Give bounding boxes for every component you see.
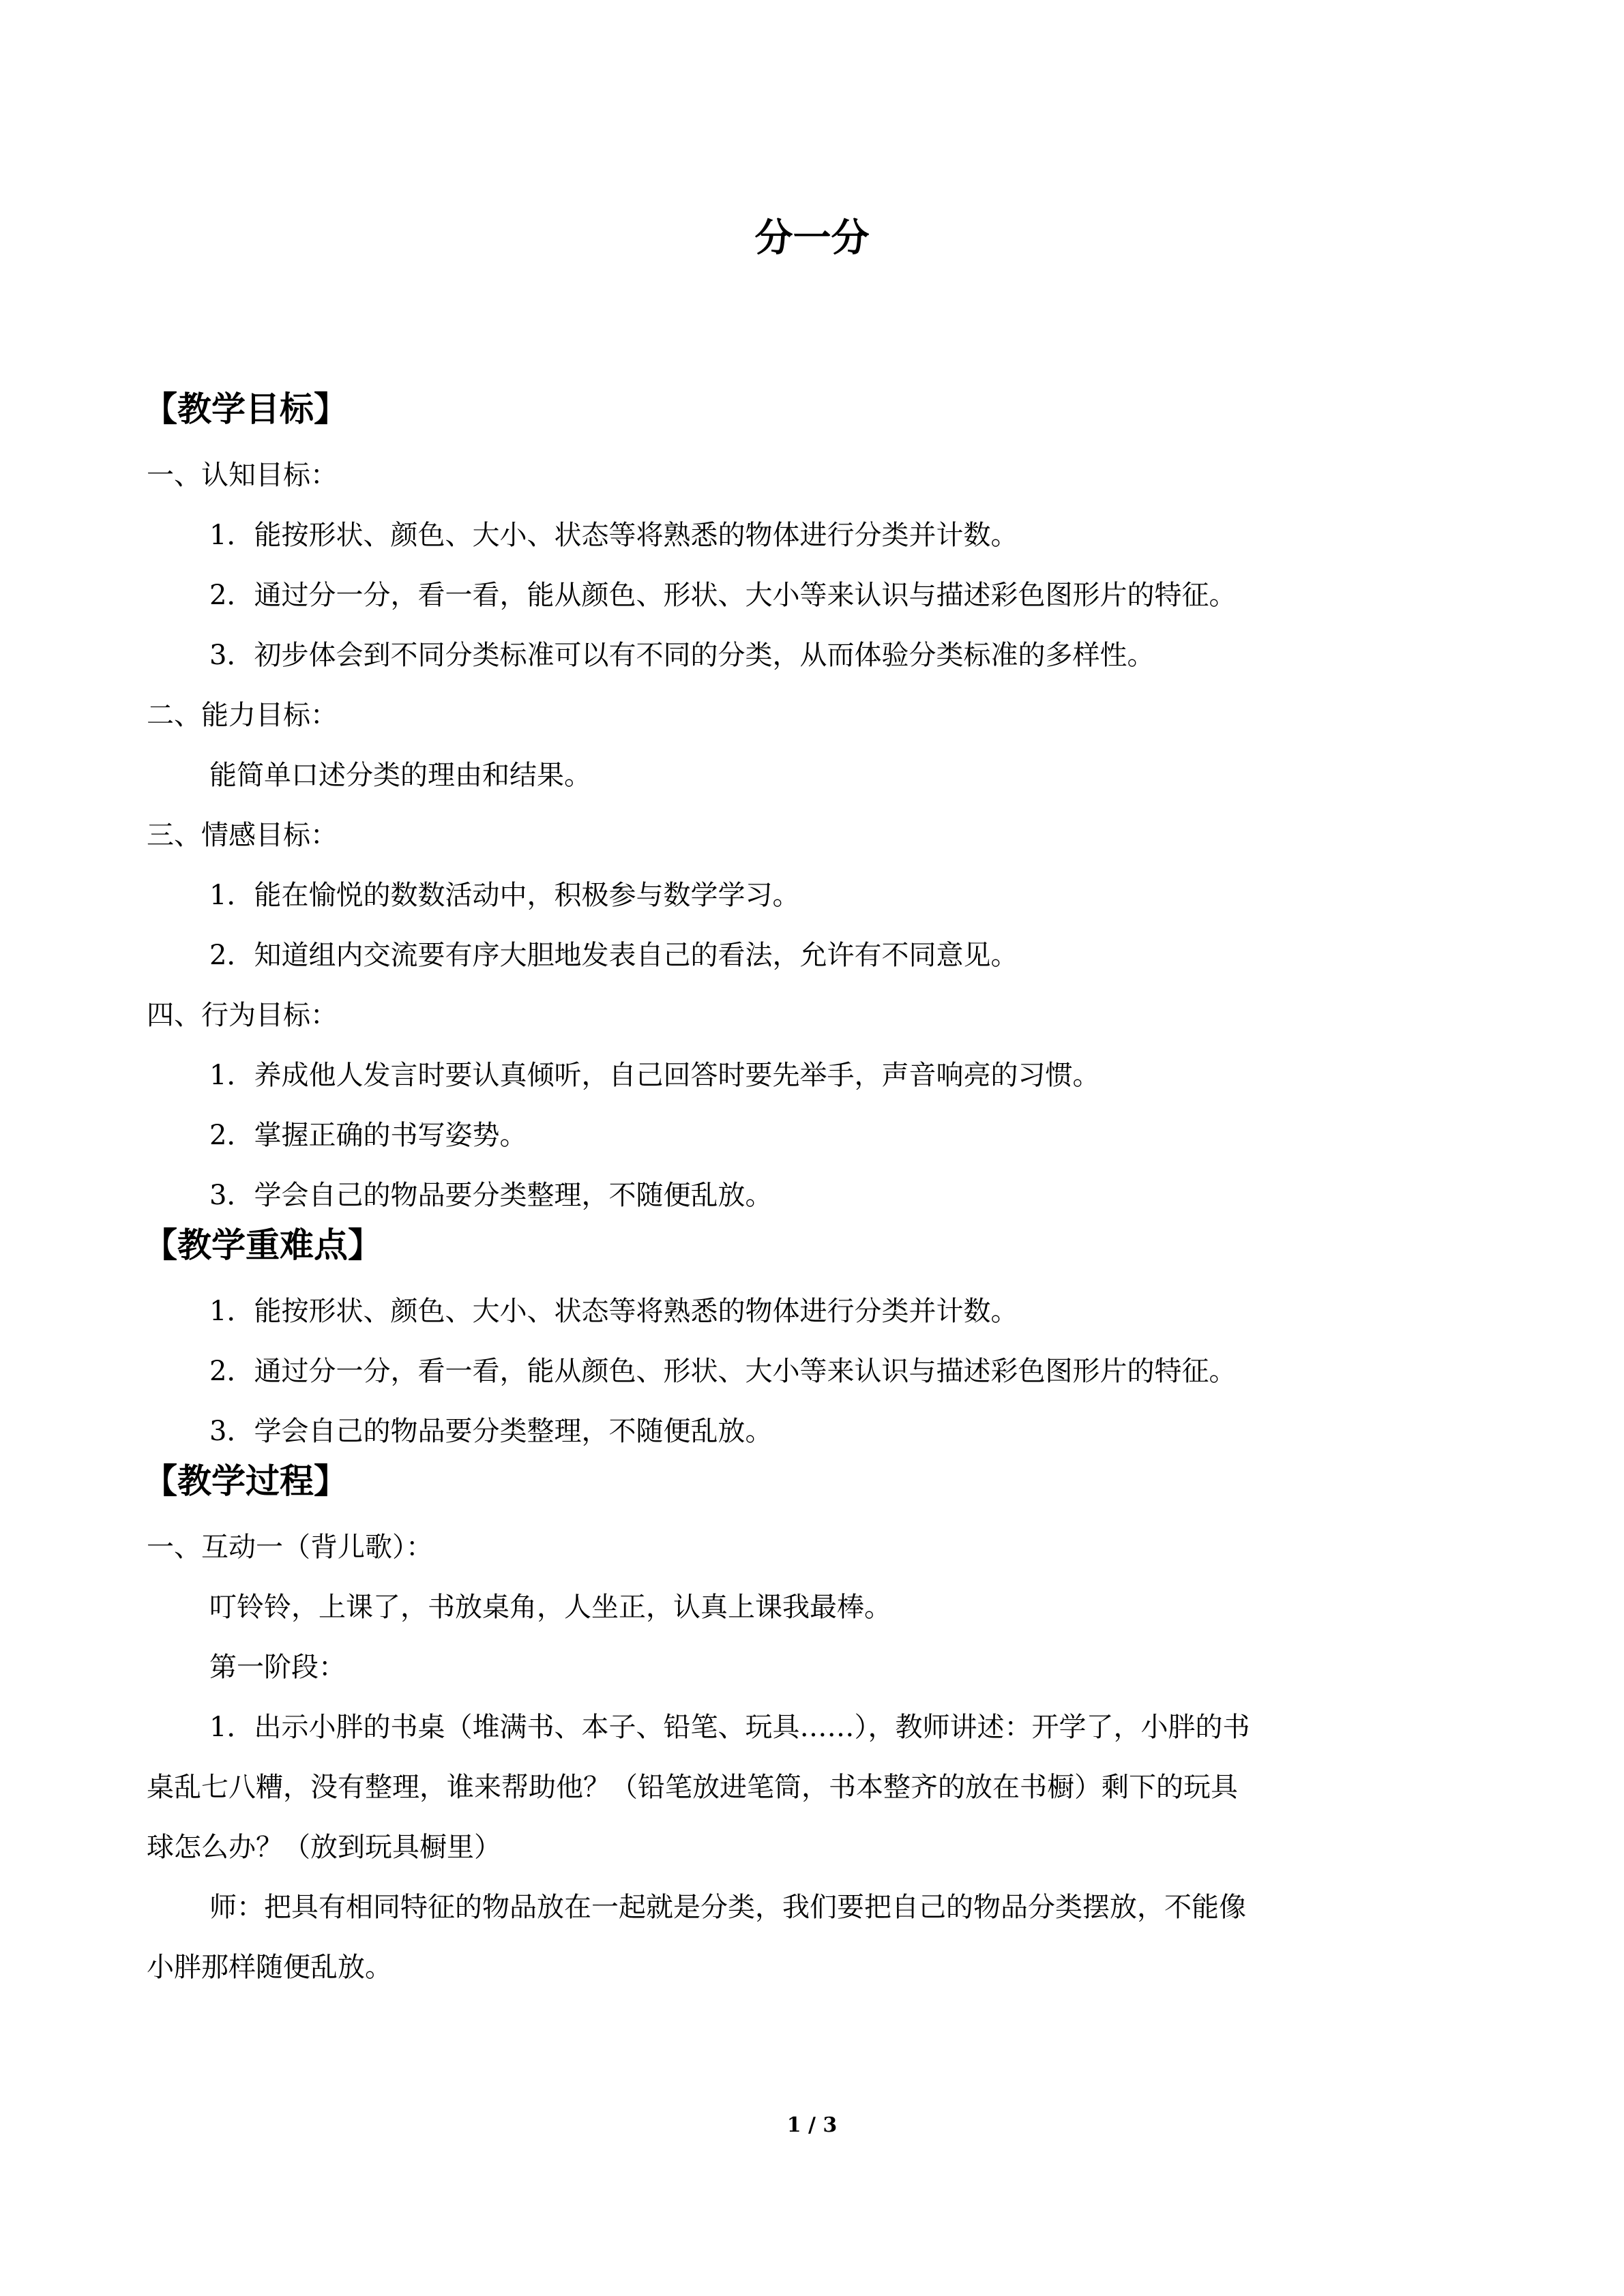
goal-cognitive-item: 2．通过分一分，看一看，能从颜色、形状、大小等来认识与描述彩色图形片的特征。 bbox=[209, 580, 1237, 611]
goal-cognitive-item: 1．能按形状、颜色、大小、状态等将熟悉的物体进行分类并计数。 bbox=[209, 520, 1018, 551]
goal-emotion-item: 2．知道组内交流要有序大胆地发表自己的看法，允许有不同意见。 bbox=[209, 940, 1018, 971]
section-heading-key-points: 【教学重难点】 bbox=[143, 1225, 382, 1265]
goal-cognitive-item: 3．初步体会到不同分类标准可以有不同的分类，从而体验分类标准的多样性。 bbox=[209, 640, 1155, 671]
document-title: 分一分 bbox=[754, 216, 870, 260]
goal-behavior-item: 2．掌握正确的书写姿势。 bbox=[209, 1120, 527, 1151]
process-stage1-label: 第一阶段： bbox=[209, 1652, 346, 1683]
process-teacher-paragraph bbox=[147, 1891, 1483, 1984]
goal-ability-item: 能简单口述分类的理由和结果。 bbox=[209, 760, 591, 791]
goal-behavior-label: 四、行为目标： bbox=[147, 1000, 338, 1031]
goal-emotion-item: 1．能在愉悦的数数活动中，积极参与数学学习。 bbox=[209, 880, 800, 911]
goal-cognitive-label: 一、认知目标： bbox=[147, 460, 338, 491]
process-item1-line: 桌乱七八糟，没有整理，谁来帮助他？（铅笔放进笔筒，书本整齐的放在书橱）剩下的玩具 bbox=[147, 1772, 1238, 1803]
process-item1-paragraph bbox=[147, 1711, 1483, 1864]
process-item1-line: 1．出示小胖的书桌（堆满书、本子、铅笔、玩具……），教师讲述：开学了，小胖的书 bbox=[209, 1712, 1250, 1743]
key-point-item: 3．学会自己的物品要分类整理，不随便乱放。 bbox=[209, 1416, 773, 1447]
goal-behavior-item: 1．养成他人发言时要认真倾听，自己回答时要先举手，声音响亮的习惯。 bbox=[209, 1060, 1100, 1091]
process-rhyme: 叮铃铃，上课了，书放桌角，人坐正，认真上课我最棒。 bbox=[209, 1592, 891, 1623]
goal-emotion-label: 三、情感目标： bbox=[147, 820, 338, 851]
page-number: 1 / 3 bbox=[786, 2113, 838, 2137]
key-point-item: 1．能按形状、颜色、大小、状态等将熟悉的物体进行分类并计数。 bbox=[209, 1296, 1018, 1327]
goal-behavior-item: 3．学会自己的物品要分类整理，不随便乱放。 bbox=[209, 1180, 773, 1211]
process-teacher-line: 小胖那样随便乱放。 bbox=[147, 1952, 392, 1983]
process-teacher-line: 师：把具有相同特征的物品放在一起就是分类，我们要把自己的物品分类摆放，不能像 bbox=[209, 1892, 1246, 1923]
process-interaction1-label: 一、互动一（背儿歌）： bbox=[147, 1532, 433, 1563]
section-heading-process: 【教学过程】 bbox=[143, 1461, 348, 1501]
key-point-item: 2．通过分一分，看一看，能从颜色、形状、大小等来认识与描述彩色图形片的特征。 bbox=[209, 1356, 1237, 1387]
goal-ability-label: 二、能力目标： bbox=[147, 700, 338, 731]
document-body bbox=[143, 385, 1483, 2011]
section-heading-goals: 【教学目标】 bbox=[143, 389, 348, 429]
process-item1-line: 球怎么办？（放到玩具橱里） bbox=[147, 1832, 501, 1863]
